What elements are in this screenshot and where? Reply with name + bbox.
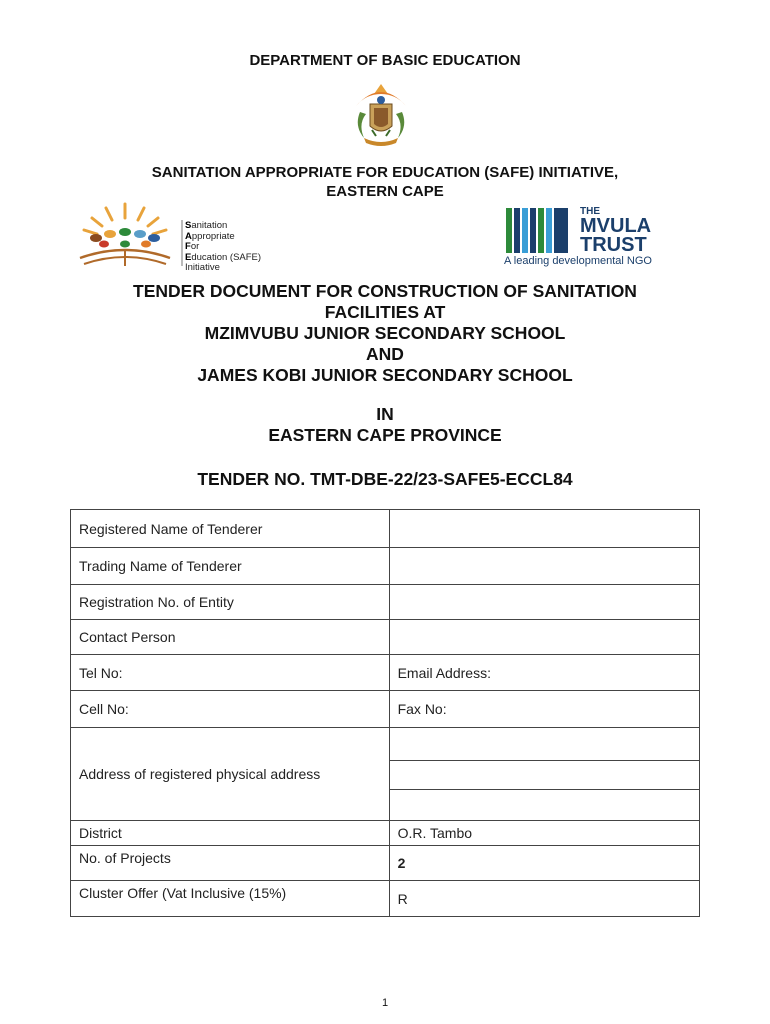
table-row (71, 585, 700, 620)
cluster-offer-field[interactable]: R (389, 881, 699, 917)
tender-title (0, 281, 770, 386)
address-field-2[interactable] (389, 761, 699, 790)
table-row (71, 846, 700, 881)
title-line-5: JAMES KOBI JUNIOR SECONDARY SCHOOL (197, 365, 573, 385)
safe-logo-text (185, 221, 261, 274)
registered-name-field[interactable] (389, 510, 699, 548)
table-row (71, 691, 700, 728)
title-line-4: AND (366, 344, 404, 364)
table-row (71, 620, 700, 655)
registration-no-label: Registration No. of Entity (71, 585, 390, 620)
trading-name-field[interactable] (389, 548, 699, 585)
location-province: EASTERN CAPE PROVINCE (268, 425, 502, 445)
safe-line-1: Sanitation (185, 220, 228, 231)
mvula-name (580, 217, 651, 255)
projects-label: No. of Projects (71, 846, 390, 881)
mvula-name-line-2: TRUST (580, 234, 647, 256)
fax-no-label[interactable]: Fax No: (389, 691, 699, 728)
title-line-3: MZIMVUBU JUNIOR SECONDARY SCHOOL (204, 323, 566, 343)
title-line-2: FACILITIES AT (324, 302, 446, 322)
location-in: IN (376, 404, 394, 424)
contact-person-label: Contact Person (71, 620, 390, 655)
email-address-label[interactable]: Email Address: (389, 655, 699, 691)
safe-line-3: For (185, 241, 200, 252)
mvula-the: THE (580, 206, 600, 217)
mvula-tagline: A leading developmental NGO (504, 255, 652, 267)
initiative-heading (0, 163, 770, 201)
tenderer-details-table (70, 509, 700, 917)
tel-no-label: Tel No: (71, 655, 390, 691)
contact-person-field[interactable] (389, 620, 699, 655)
table-row (71, 728, 700, 761)
department-heading: DEPARTMENT OF BASIC EDUCATION (249, 52, 521, 69)
coat-of-arms-logo (350, 80, 412, 150)
location-heading (0, 404, 770, 446)
safe-line-4: Education (SAFE) (185, 251, 262, 263)
page-number: 1 (381, 997, 389, 1009)
initiative-line-2: EASTERN CAPE (326, 183, 444, 200)
safe-line-5: Initiative (185, 262, 220, 273)
table-row (71, 510, 700, 548)
district-label: District (71, 821, 390, 846)
registration-no-field[interactable] (389, 585, 699, 620)
address-field-3[interactable] (389, 790, 699, 821)
trading-name-label: Trading Name of Tenderer (71, 548, 390, 585)
mvula-name-line-1: MVULA (580, 215, 652, 237)
projects-value: 2 (389, 846, 699, 881)
table-row (71, 821, 700, 846)
table-row (71, 881, 700, 917)
table-row (71, 548, 700, 585)
cell-no-label: Cell No: (71, 691, 390, 728)
tender-number: TENDER NO. TMT-DBE-22/23-SAFE5-ECCL84 (197, 469, 573, 489)
title-line-1: TENDER DOCUMENT FOR CONSTRUCTION OF SANITATION (133, 281, 637, 301)
safe-line-2: Appropriate (185, 230, 235, 242)
address-label: Address of registered physical address (71, 728, 390, 821)
address-field-1[interactable] (389, 728, 699, 761)
registered-name-label: Registered Name of Tenderer (71, 510, 390, 548)
district-value: O.R. Tambo (389, 821, 699, 846)
table-row (71, 655, 700, 691)
cluster-offer-label: Cluster Offer (Vat Inclusive (15%) (71, 881, 390, 917)
initiative-line-1: SANITATION APPROPRIATE FOR EDUCATION (SAFE) INITIATIVE, (151, 164, 619, 181)
